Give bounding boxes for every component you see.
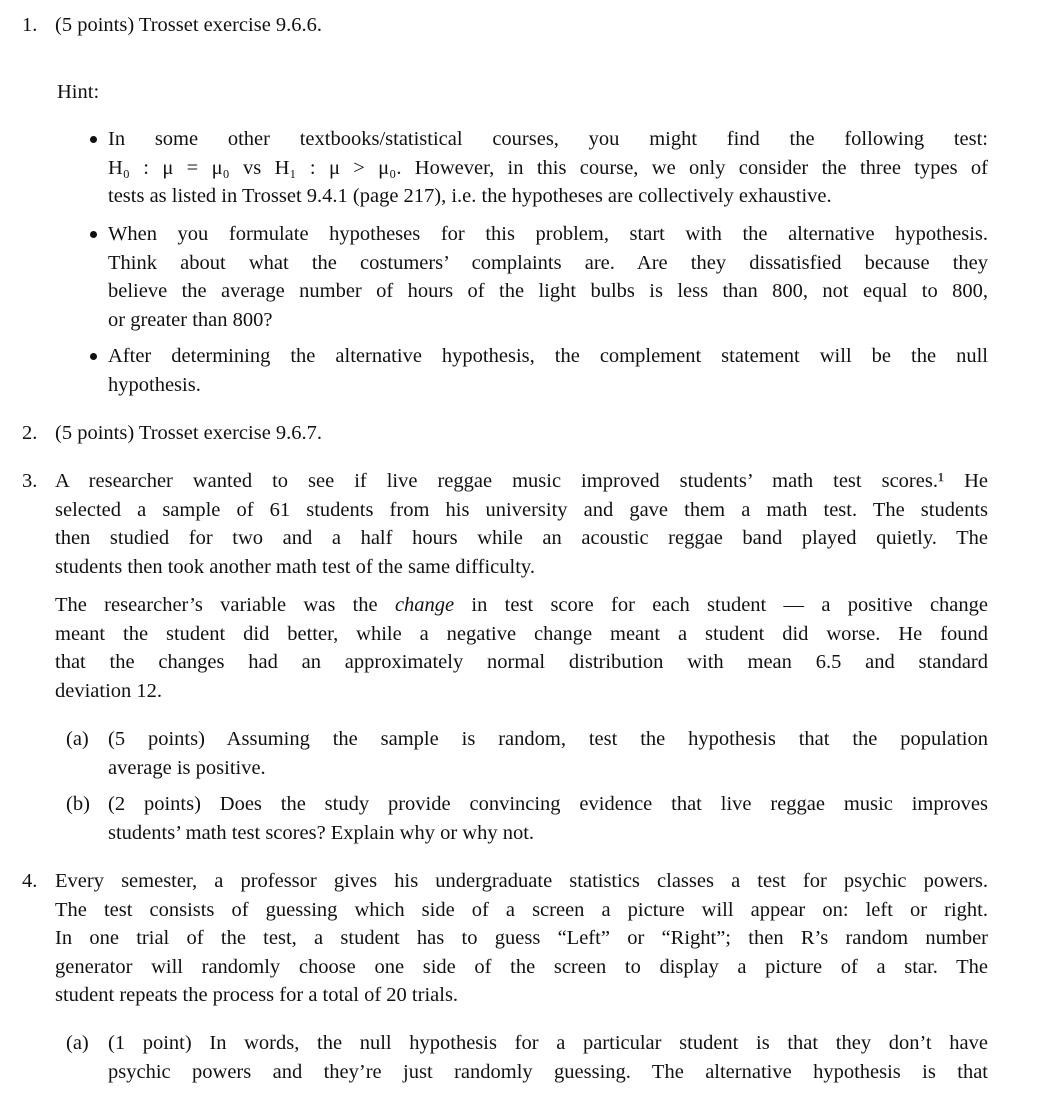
- text-line: In one trial of the test, a student has to guess “Left” or “Right”; then R’s random number: [55, 927, 988, 950]
- item-number: 2.: [22, 422, 38, 444]
- text-line: believe the average number of hours of the light bulbs is less than 800, not equal to 800,: [108, 280, 988, 303]
- text-line: After determining the alternative hypothesis, the complement statement will be the null: [108, 345, 988, 367]
- text-line: H₀ : μ = μ₀ vs H₁ : μ > μ₀. However, in this course, we only consider the three types of: [108, 156, 988, 179]
- hint-bullet-2: [108, 220, 988, 334]
- text-line: The test consists of guessing which side of a screen a picture will appear on: left or right.: [55, 898, 988, 921]
- bullet-icon: [90, 136, 97, 143]
- item-number: 4.: [22, 870, 38, 892]
- text-line: students then took another math test of the same difficulty.: [55, 555, 535, 578]
- text-line: tests as listed in Trosset 9.4.1 (page 217), i.e. the hypotheses are collectively exhaustive.: [108, 185, 832, 208]
- text: The researcher’s variable was the: [55, 594, 395, 616]
- text-line: psychic powers and they’re just randomly guessing. The alternative hypothesis is that: [108, 1060, 988, 1083]
- subitem-label: (a): [66, 728, 89, 750]
- text-line: student repeats the process for a total of 20 trials.: [55, 984, 459, 1007]
- subitem-label: (b): [66, 793, 90, 815]
- text: in test score for each student — a positive change: [454, 594, 988, 616]
- text-line: Every semester, a professor gives his undergraduate statistics classes a test for psychic powers.: [55, 870, 988, 892]
- text-line: Think about what the costumers’ complaints are. Are they dissatisfied because they: [108, 251, 988, 274]
- text-line: meant the student did better, while a negative change meant a student did worse. He found: [55, 622, 988, 645]
- question-2: [55, 419, 455, 448]
- subitem-label: (a): [66, 1032, 89, 1054]
- bullet-icon: [90, 353, 97, 360]
- item-number: 1.: [22, 14, 38, 36]
- item-number: 3.: [22, 470, 38, 492]
- question-1: [55, 11, 455, 40]
- question-3a: [108, 725, 988, 782]
- question-4: [55, 867, 988, 1010]
- text-line: or greater than 800?: [108, 308, 273, 331]
- text-line: that the changes had an approximately normal distribution with mean 6.5 and standard: [55, 651, 988, 674]
- question-3b: [108, 790, 988, 847]
- text-line: students’ math test scores? Explain why or why not.: [108, 821, 535, 844]
- text-line: (1 point) In words, the null hypothesis for a particular student is that they don’t have: [108, 1032, 988, 1054]
- hint-label: Hint:: [57, 81, 100, 103]
- text-line: average is positive.: [108, 756, 266, 779]
- text-line: (2 points) Does the study provide convincing evidence that live reggae music improves: [108, 793, 988, 815]
- hint-bullet-1: [108, 125, 988, 211]
- text-line: (5 points) Trosset exercise 9.6.6.: [55, 14, 323, 36]
- question-4a: [108, 1029, 988, 1086]
- text-line: When you formulate hypotheses for this problem, start with the alternative hypothesis.: [108, 223, 988, 245]
- question-3-paragraph-2: [55, 591, 988, 705]
- emphasis: change: [394, 594, 455, 616]
- text-line: In some other textbooks/statistical courses, you might find the following test:: [108, 128, 988, 150]
- text-line: selected a sample of 61 students from his university and gave them a math test. The students: [55, 498, 988, 521]
- question-3-paragraph-1: [55, 467, 988, 581]
- hint-bullet-3: [108, 342, 988, 399]
- text-line: deviation 12.: [55, 679, 163, 702]
- text-line: (5 points) Assuming the sample is random, test the hypothesis that the population: [108, 728, 988, 750]
- paragraph-lines: [55, 620, 988, 706]
- text-line: (5 points) Trosset exercise 9.6.7.: [55, 422, 323, 444]
- text-line: then studied for two and a half hours while an acoustic reggae band played quietly. The: [55, 527, 988, 550]
- text-line: generator will randomly choose one side of the screen to display a picture of a star. The: [55, 955, 988, 978]
- text-line: hypothesis.: [108, 373, 201, 396]
- bullet-icon: [90, 231, 97, 238]
- text-line: A researcher wanted to see if live reggae music improved students’ math test scores.¹ He: [55, 470, 988, 492]
